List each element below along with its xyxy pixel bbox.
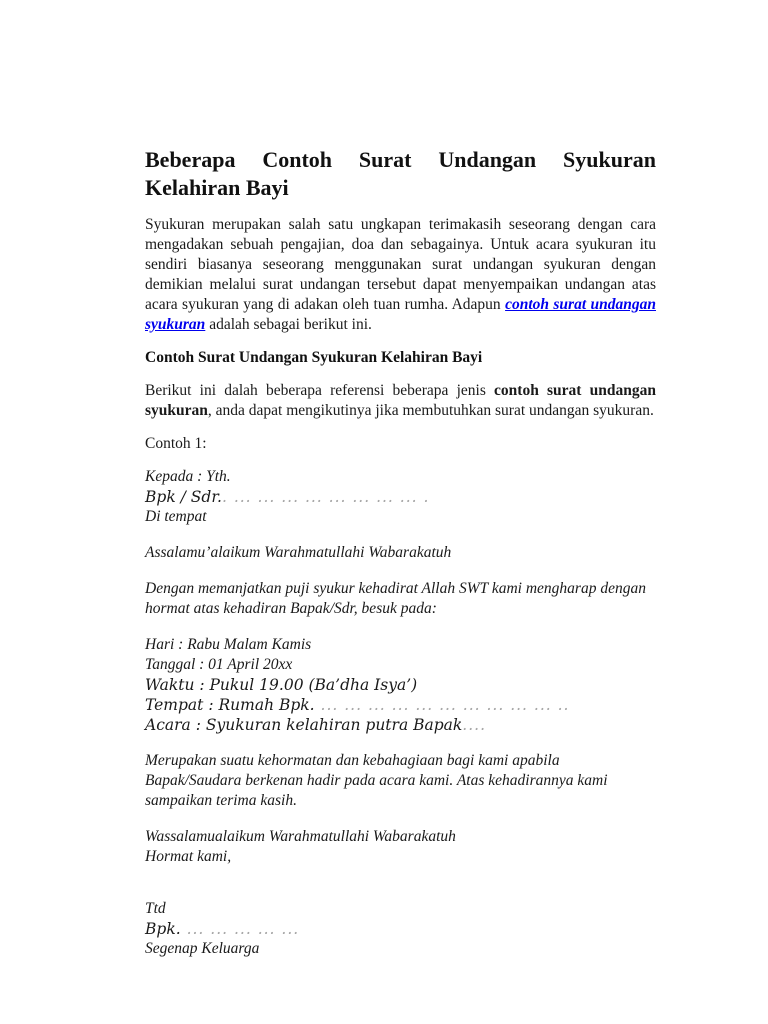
reference-bold-text: contoh surat undangan syukuran [145, 382, 656, 419]
page-title [145, 146, 656, 202]
letter-opening-line-1: Dengan memanjatkan puji syukur kehadirat Allah SWT kami mengharap dengan [145, 580, 646, 597]
letter-closing-line-3: sampaikan terima kasih. [145, 792, 297, 809]
contoh-surat-undangan-link[interactable]: contoh surat undangan syukuran [145, 296, 656, 333]
letter-farewell-block [145, 827, 656, 867]
intro-text-before-link: Syukuran merupakan salah satu ungkapan terimakasih seseorang dengan cara mengadakan sebuah pengajian, doa dan sebagainya. Untuk acara syukuran itu sendiri biasanya seseorang menggunakan surat undangan syukuran dengan demikian melalui surat undangan tersebut dapat menyempaikan undangan atas acara syukuran yang di adakan oleh tuan rumha. Adapun [145, 216, 656, 313]
letter-line-kepada: Kepada : Yth. [145, 468, 231, 485]
acara-text: Acara : Syukuran kelahiran putra Bapak [145, 716, 463, 734]
reference-paragraph [145, 381, 656, 421]
tempat-dot-leader: ... ... ... ... ... ... ... ... ... ... .. [314, 696, 570, 714]
letter-line-bpk-sign [145, 919, 656, 939]
letter-opening-line-2: hormat atas kehadiran Bapak/Sdr, besuk pada: [145, 600, 437, 617]
letter-closing-block [145, 751, 656, 811]
letter-salutation-block [145, 543, 656, 563]
intro-text-after-link: adalah sebagai berikut ini. [205, 316, 372, 333]
letter-recipient-block [145, 467, 656, 527]
letter-line-segenap-keluarga: Segenap Keluarga [145, 940, 260, 957]
letter-line-wassalam: Wassalamualaikum Warahmatullahi Wabarakatuh [145, 828, 456, 845]
letter-closing-line-1: Merupakan suatu kehormatan dan kebahagiaan bagi kami apabila [145, 752, 560, 769]
reference-text-before-bold: Berikut ini dalah beberapa referensi beberapa jenis [145, 382, 495, 399]
letter-line-hari: Hari : Rabu Malam Kamis [145, 636, 312, 653]
bpk-sdr-text: Bpk / Sdr. [145, 488, 222, 506]
page-title-line-2: Kelahiran Bayi [145, 175, 289, 200]
letter-line-waktu: Waktu : Pukul 19.00 (Ba’dha Isya’) [145, 676, 418, 694]
tempat-text: Tempat : Rumah Bpk. [145, 696, 315, 714]
bpk-sign-dot-leader: ... ... ... ... ... [180, 920, 300, 938]
section-heading: Contoh Surat Undangan Syukuran Kelahiran Bayi [145, 349, 483, 366]
letter-line-tempat [145, 695, 656, 715]
reference-text-after-bold: , anda dapat mengikutinya jika membutuhkan surat undangan syukuran. [207, 402, 654, 419]
letter-opening-block [145, 579, 656, 619]
bpk-sdr-dot-leader: . ... ... ... ... ... ... ... ... . [221, 488, 430, 506]
letter-line-acara [145, 715, 656, 735]
letter-closing-line-2: Bapak/Saudara berkenan hadir pada acara kami. Atas kehadirannya kami [145, 772, 608, 789]
letter-line-ttd: Ttd [145, 900, 166, 917]
letter-line-hormat-kami: Hormat kami, [145, 848, 232, 865]
letter-line-di-tempat: Di tempat [145, 508, 207, 525]
letter-line-tanggal: Tanggal : 01 April 20xx [145, 656, 293, 673]
letter-example-1 [145, 467, 656, 959]
example-label: Contoh 1: [145, 435, 207, 452]
letter-signature-block [145, 899, 656, 959]
page-title-line-1: Beberapa Contoh Surat Undangan Syukuran [145, 147, 656, 172]
letter-line-bpk-sdr [145, 487, 656, 507]
letter-event-details-block [145, 635, 656, 735]
letter-line-salutation: Assalamu’alaikum Warahmatullahi Wabarakatuh [145, 544, 452, 561]
intro-paragraph [145, 215, 656, 335]
bpk-sign-text: Bpk. [145, 920, 181, 938]
acara-dot-leader: .... [462, 716, 487, 734]
